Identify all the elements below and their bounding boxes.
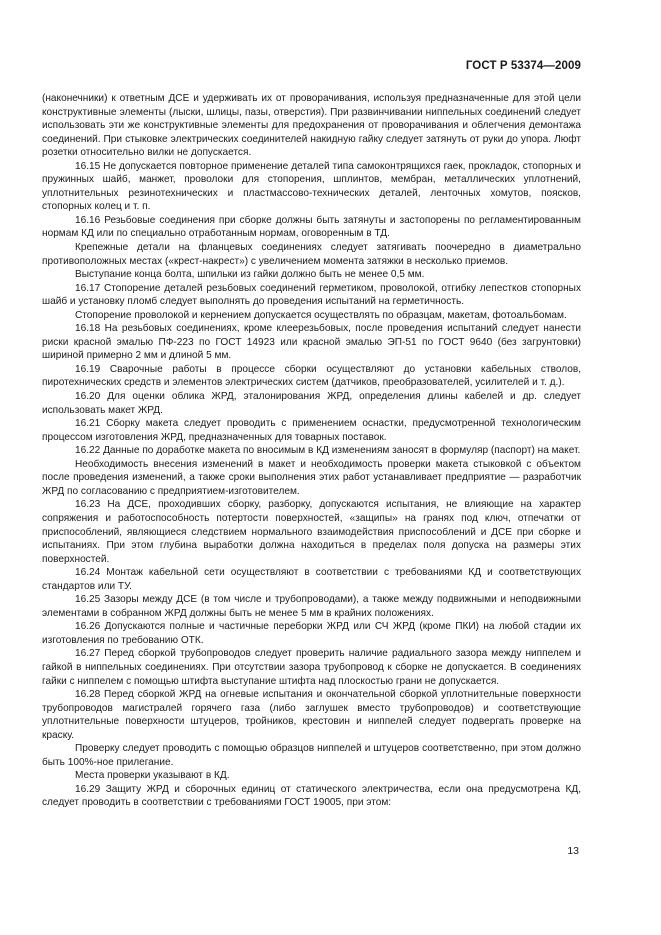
- paragraph-flange-fasteners: Крепежные детали на фланцевых соединениях следует затягивать поочередно в диаметрально противоположных местах («крест-накрест») с увеличением момента затяжки в несколько приемов.: [42, 242, 581, 267]
- paragraph-16-25: 16.25 Зазоры между ДСЕ (в том числе и трубопроводами), а также между подвижными и неподвижными элементами в собранном ЖРД должны быть не менее 5 мм в крайних положениях.: [42, 594, 581, 619]
- paragraph-wire-locking: Стопорение проволокой и кернением допускается осуществлять по образцам, макетам, фотоальбомам.: [75, 309, 567, 321]
- paragraph-check-method: Проверку следует проводить с помощью образцов ниппелей и штуцеров соответственно, при этом должно быть 100%-ное прилегание.: [42, 743, 581, 768]
- paragraph-16-17: 16.17 Стопорение деталей резьбовых соединений герметиком, проволокой, отгибку лепестков стопорных шайб и установку пломб следует выполнять до проведения испытаний на герметичность.: [42, 282, 581, 308]
- body-text: [42, 92, 581, 810]
- paragraph-continuation: (наконечники) к ответным ДСЕ и удерживать их от проворачивания, используя предназначенные для этой цели конструктивные элементы (лыски, шлицы, пазы, отверстия). При развинчивании ниппельных соединений следует использовать эти же конструктивные элементы для предохранения от проворачивания и облегчения демонтажа соединений. При стыковке электрических соединителей накидную гайку следует затянуть от руки до упора. Люфт розетки относительно вилки не допускается.: [42, 93, 581, 159]
- paragraph-16-26: 16.26 Допускаются полные и частичные переборки ЖРД или СЧ ЖРД (кроме ПКИ) на любой стадии их изготовления по требованию ОТК.: [42, 621, 581, 646]
- paragraph-16-27: 16.27 Перед сборкой трубопроводов следует проверить наличие радиального зазора между ниппелем и гайкой в ниппельных соединениях. При отсутствии зазора трубопровод к сборке не допускается. В соединениях гайки с ниппелем с помощью штифта выступание штифта над плоскостью грани не допускается.: [42, 648, 581, 687]
- paragraph-16-23: 16.23 На ДСЕ, проходивших сборку, разборку, допускаются испытания, не влияющие на характер сопряжения и работоспособность потертости поверхностей, «защипы» на гранях под ключ, отпечатки от приспособлений, являющиеся следствием нормального взаимодействия приспособлений и ДСЕ при сборке и испытаниях. При этом глубина выработки должна находиться в пределах поля допуска на размеры этих поверхностей.: [42, 499, 581, 565]
- paragraph-16-20: 16.20 Для оценки облика ЖРД, эталонирования ЖРД, определения длины кабелей и др. следует использовать макет ЖРД.: [42, 391, 581, 416]
- paragraph-16-19: 16.19 Сварочные работы в процессе сборки осуществляют до установки кабельных стволов, пиротехнических средств и элементов электрических систем (датчиков, преобразователей, усилителей и т. д.).: [42, 363, 581, 389]
- paragraph-16-16: 16.16 Резьбовые соединения при сборке должны быть затянуты и застопорены по регламентированным нормам КД или по специально отработанным нормам, оговоренным в ТД.: [42, 214, 581, 240]
- paragraph-16-22: 16.22 Данные по доработке макета по вносимым в КД изменениям заносят в формуляр (паспорт) на макет.: [75, 445, 581, 457]
- paragraph-16-28: 16.28 Перед сборкой ЖРД на огневые испытания и окончательной сборкой уплотнительные поверхности трубопроводов магистралей горячего газа (либо заглушек вместо трубопроводов) и соответствующие уплотнительные поверхности штуцеров, тройников, крестовин и ниппелей следует подвергать проверке на краску.: [42, 689, 581, 741]
- paragraph-check-locations: Места проверки указывают в КД.: [75, 770, 230, 782]
- paragraph-mockup-changes: Необходимость внесения изменений в макет и необходимость проверки макета стыковкой с объектом после проведения изменений, а также сроки выполнения этих работ устанавливает предприятие — разработчик ЖРД по согласованию с предприятием-изготовителем.: [42, 458, 581, 497]
- paragraph-16-18: 16.18 На резьбовых соединениях, кроме клеерезьбовых, после проведения испытаний следует нанести риски красной эмалью ПФ-223 по ГОСТ 14923 или красной эмалью ЭП-51 по ГОСТ 9640 (без загрунтовки) шириной примерно 2 мм и длиной 5 мм.: [42, 323, 581, 362]
- paragraph-bolt-protrusion: Выступание конца болта, шпильки из гайки должно быть не менее 0,5 мм.: [75, 269, 425, 281]
- page-number: 13: [567, 845, 579, 857]
- paragraph-16-24: 16.24 Монтаж кабельной сети осуществляют в соответствии с требованиями КД и соответствующих стандартов или ТУ.: [42, 567, 581, 592]
- document-code: ГОСТ Р 53374—2009: [465, 60, 581, 72]
- paragraph-16-29: 16.29 Защиту ЖРД и сборочных единиц от статического электричества, если она предусмотрена КД, следует проводить в соответствии с требованиями ГОСТ 19005, при этом:: [42, 783, 581, 809]
- paragraph-16-21: 16.21 Сборку макета следует проводить с применением оснастки, предусмотренной технологическим процессом изготовления ЖРД, предназначенных для товарных поставок.: [42, 418, 581, 443]
- paragraph-16-15: 16.15 Не допускается повторное применение деталей типа самоконтрящихся гаек, прокладок, стопорных и пружинных шайб, манжет, проволоки для стопорения, шплинтов, мембран, металлических уплотнений, уплотнительных резинотехнических и пластмассово-технических деталей, ленточных хомутов, поясков, стопорных колец и т. п.: [42, 160, 581, 213]
